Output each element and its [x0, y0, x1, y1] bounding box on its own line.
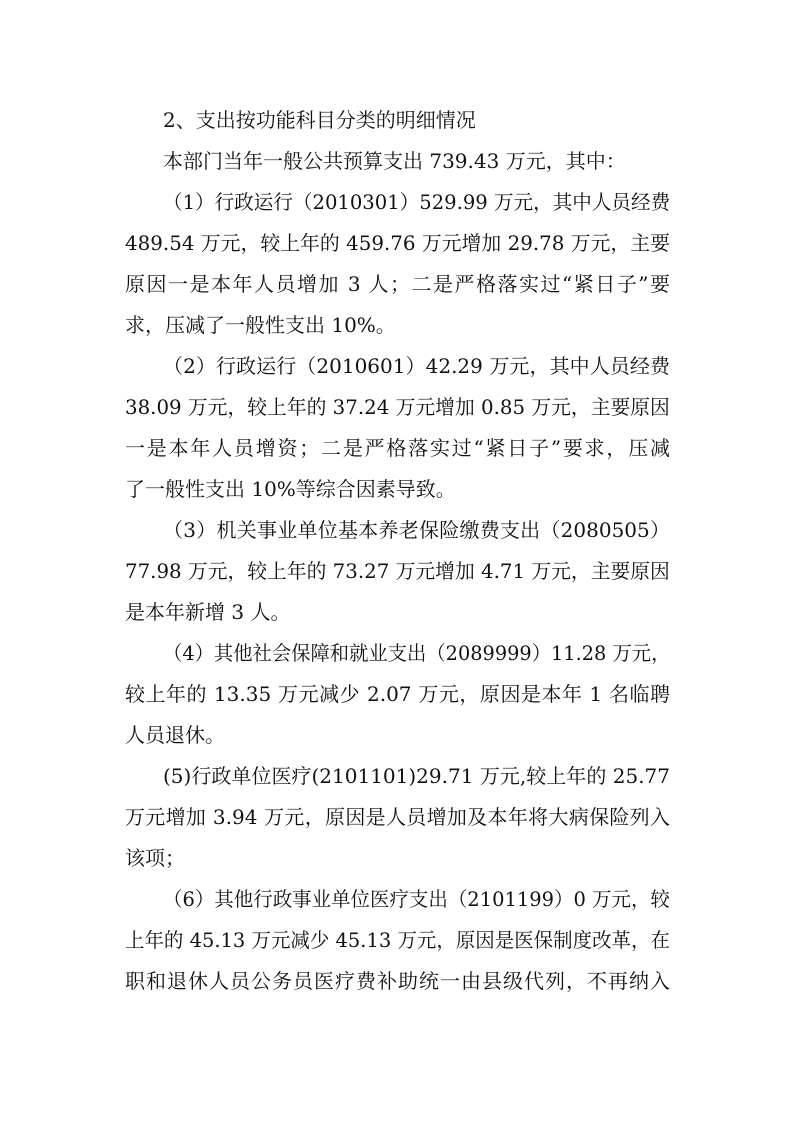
item-6-line-2: 上年的 45.13 万元减少 45.13 万元，原因是医保制度改革，在 — [125, 928, 670, 952]
item-2-line-4: 了一般性支出 10%等综合因素导致。 — [125, 477, 456, 501]
item-1-line-2: 489.54 万元，较上年的 459.76 万元增加 29.78 万元，主要 — [125, 231, 671, 255]
item-6-line-1: （6）其他行政事业单位医疗支出（2101199）0 万元，较 — [163, 887, 670, 911]
item-4-line-2: 较上年的 13.35 万元减少 2.07 万元，原因是本年 1 名临聘 — [125, 682, 670, 706]
item-1-line-1: （1）行政运行（2010301）529.99 万元，其中人员经费 — [163, 190, 671, 214]
item-4-line-1: （4）其他社会保障和就业支出（2089999）11.28 万元， — [163, 641, 671, 665]
item-3-line-2: 77.98 万元，较上年的 73.27 万元增加 4.71 万元，主要原因 — [125, 559, 670, 583]
section-heading: 2、支出按功能科目分类的明细情况 — [163, 108, 476, 132]
item-2-line-3: 一是本年人员增资；二是严格落实过“紧日子”要求，压减 — [125, 436, 670, 460]
item-3-line-3: 是本年新增 3 人。 — [125, 600, 291, 624]
item-2-line-1: （2）行政运行（2010601）42.29 万元，其中人员经费 — [163, 354, 670, 378]
item-5-line-3: 该项； — [125, 846, 185, 870]
item-3-line-1: （3）机关事业单位基本养老保险缴费支出（2080505） — [163, 518, 670, 542]
intro-paragraph: 本部门当年一般公共预算支出 739.43 万元，其中： — [163, 149, 626, 173]
item-4-line-3: 人员退休。 — [125, 723, 225, 747]
item-2-line-2: 38.09 万元，较上年的 37.24 万元增加 0.85 万元，主要原因 — [125, 395, 670, 419]
item-5-line-2: 万元增加 3.94 万元，原因是人员增加及本年将大病保险列入 — [125, 805, 670, 829]
item-1-line-3: 原因一是本年人员增加 3 人；二是严格落实过“紧日子”要 — [125, 272, 670, 296]
item-1-line-4: 求，压减了一般性支出 10%。 — [125, 313, 396, 337]
item-5-line-1: (5)行政单位医疗(2101101)29.71 万元,较上年的 25.77 — [163, 764, 670, 788]
item-6-line-3: 职和退休人员公务员医疗费补助统一由县级代列，不再纳入 — [125, 969, 670, 993]
